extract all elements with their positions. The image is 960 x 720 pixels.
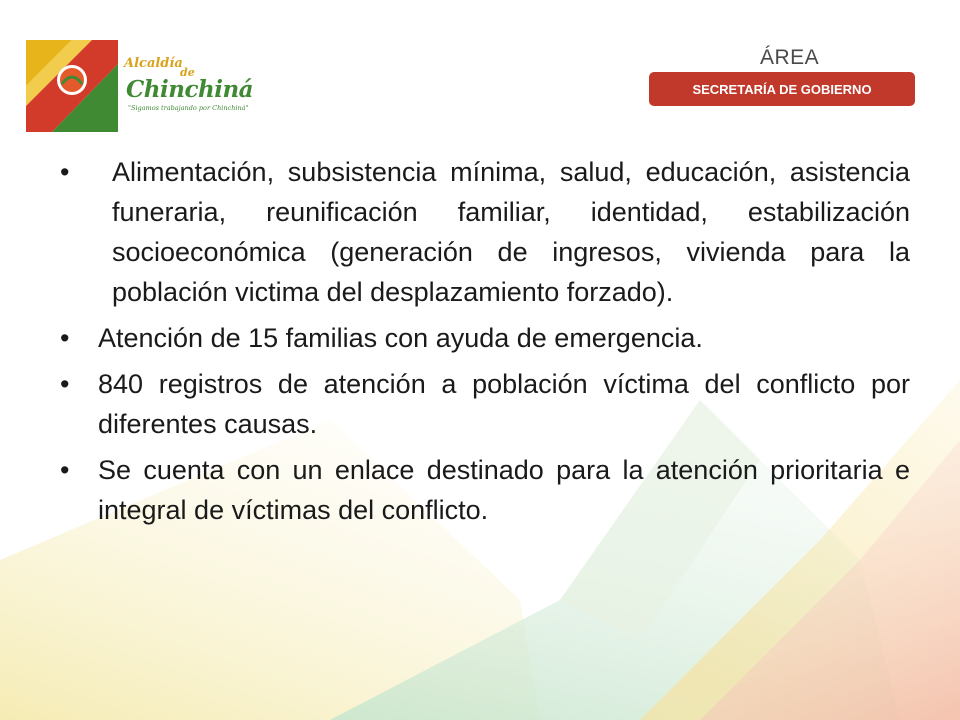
- bullet-text: Alimentación, subsistencia mínima, salud, educación, asistencia funeraria, reunificación familiar, identidad, estabilización socioeconómica (generación de ingresos, vivienda para la población victima del desplazamiento forzado).: [112, 157, 910, 307]
- bullet-text: Se cuenta con un enlace destinado para la atención prioritaria e integral de víctimas del conflicto.: [98, 455, 910, 525]
- bullet-icon: •: [60, 369, 70, 399]
- logo-slogan: "Sigamos trabajando por Chinchiná": [128, 104, 249, 112]
- area-label: ÁREA: [760, 46, 820, 69]
- department-badge: SECRETARÍA DE GOBIERNO: [649, 72, 915, 106]
- list-item: [60, 450, 910, 530]
- list-item: [60, 152, 910, 312]
- municipality-logo: [22, 34, 254, 134]
- list-item: [60, 364, 910, 444]
- logo-wordmark: [122, 34, 252, 134]
- bullet-text: Atención de 15 familias con ayuda de emergencia.: [98, 323, 703, 353]
- bullet-list: [60, 152, 910, 530]
- logo-emblem-icon: [22, 34, 122, 134]
- bullet-text: 840 registros de atención a población víctima del conflicto por diferentes causas.: [98, 369, 910, 439]
- logo-line-de: de: [180, 66, 195, 79]
- bullet-icon: •: [60, 323, 70, 353]
- bullet-icon: •: [60, 157, 70, 187]
- bullet-icon: •: [60, 455, 70, 485]
- logo-line-alcaldia: Alcaldía: [124, 56, 183, 71]
- list-item: [60, 318, 910, 358]
- logo-line-chinchina: Chinchiná: [126, 76, 254, 103]
